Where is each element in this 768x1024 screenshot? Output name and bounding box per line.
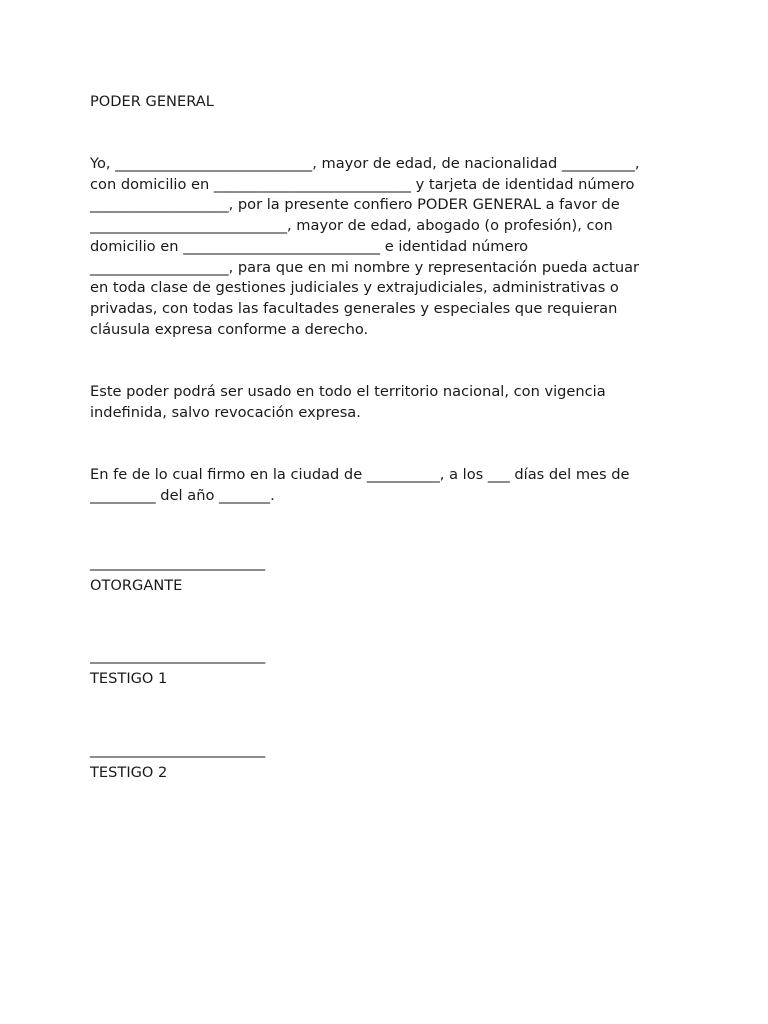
text-line: En fe de lo cual firmo en la ciudad de __________, a los ___ días del mes de xyxy=(90,466,630,483)
signature-line: ________________________ xyxy=(90,647,266,664)
signature-block-testigo-2 xyxy=(90,740,390,783)
signature-label: OTORGANTE xyxy=(90,577,183,594)
signature-line: ________________________ xyxy=(90,554,266,571)
document-title: PODER GENERAL xyxy=(90,93,214,110)
signature-block-testigo-1 xyxy=(90,646,390,689)
text-line: privadas, con todas las facultades generales y especiales que requieran xyxy=(90,299,618,317)
scope-paragraph xyxy=(90,382,690,423)
text-line: _________ del año _______. xyxy=(90,486,275,504)
text-line: Este poder podrá ser usado en todo el territorio nacional, con vigencia xyxy=(90,383,606,400)
text-line: indefinida, salvo revocación expresa. xyxy=(90,403,361,421)
text-line: cláusula expresa conforme a derecho. xyxy=(90,320,369,338)
text-line: domicilio en ___________________________ e identidad número xyxy=(90,237,529,255)
text-line: ___________________________, mayor de edad, abogado (o profesión), con xyxy=(90,217,613,235)
signature-block-otorgante xyxy=(90,553,390,596)
text-line: ___________________, para que en mi nombre y representación pueda actuar xyxy=(90,258,640,276)
text-line: en toda clase de gestiones judiciales y extrajudiciales, administrativas o xyxy=(90,279,619,297)
signature-line: ________________________ xyxy=(90,741,266,758)
text-line: Yo, ___________________________, mayor de edad, de nacionalidad __________, xyxy=(90,155,640,172)
text-line: con domicilio en ___________________________ y tarjeta de identidad número xyxy=(90,175,635,193)
signature-label: TESTIGO 2 xyxy=(90,764,168,781)
signing-paragraph xyxy=(90,465,690,506)
signature-label: TESTIGO 1 xyxy=(90,670,168,687)
grant-paragraph xyxy=(90,154,690,340)
text-line: ___________________, por la presente confiero PODER GENERAL a favor de xyxy=(90,196,620,214)
